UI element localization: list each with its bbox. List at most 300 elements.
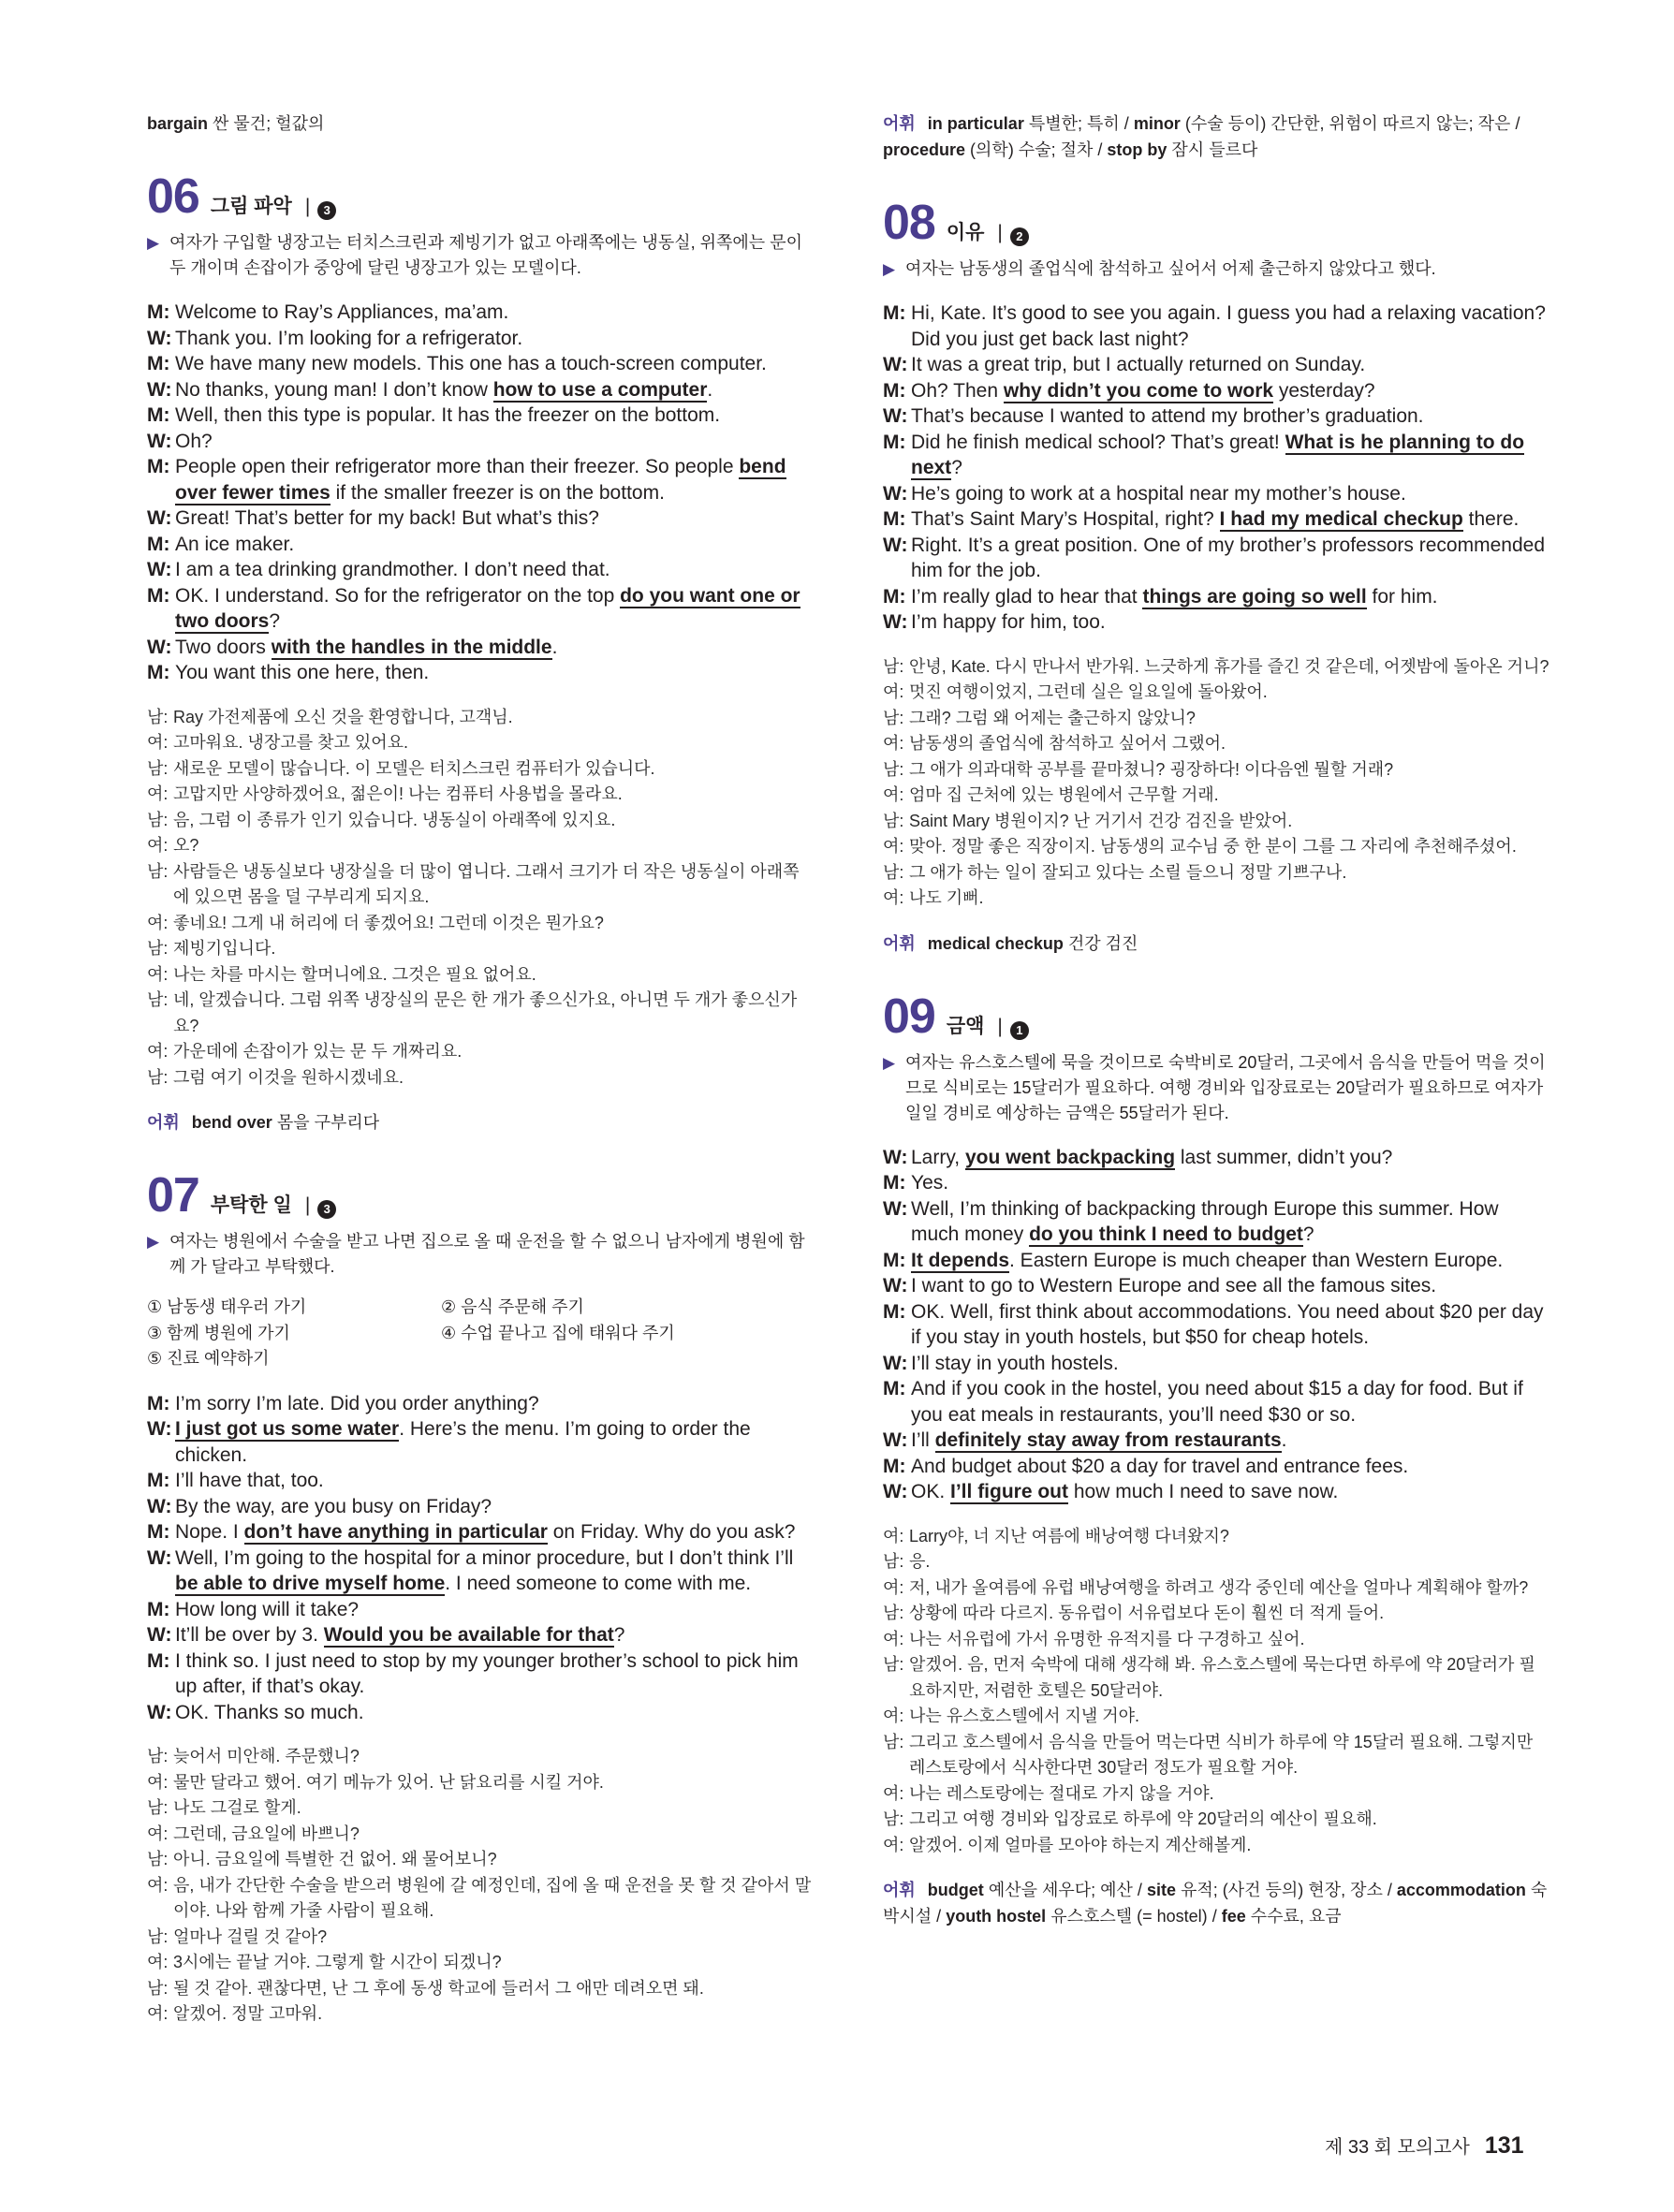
- line-text-after: .: [707, 378, 713, 401]
- dialogue-translation: [147, 1744, 814, 2028]
- translation-text: 3시에는 끝날 거야. 그렇게 할 시간이 되겠니?: [173, 1953, 502, 1971]
- speaker-label: 남:: [883, 1809, 904, 1828]
- footer-title: 제 33 회 모의고사: [1325, 2137, 1470, 2158]
- line-text: I want to go to Western Europe and see all the famous sites.: [911, 1275, 1437, 1296]
- speaker-label: 남:: [147, 1926, 169, 1946]
- line-text: Nope. I: [175, 1521, 244, 1543]
- line-text-after: there.: [1462, 508, 1520, 530]
- summary-text: 여자는 유스호스텔에 묵을 것이므로 숙박비로 20달러, 그곳에서 음식을 만들어 먹을 것이므로 식비로는 15달러가 필요하다. 여행 경비와 입장료로는 20달러가 필요하므로 여자가 일일 경비로 예상하는 금액은 55달러가 된다.: [905, 1052, 1546, 1122]
- key-phrase: how to use a computer: [492, 378, 708, 401]
- translation-line: [147, 1976, 814, 2002]
- translation-line: [147, 1950, 814, 1976]
- line-text: I’ll: [911, 1429, 935, 1451]
- speaker-label: 여:: [147, 733, 169, 752]
- summary-text: 여자는 병원에서 수술을 받고 나면 집으로 올 때 운전을 할 수 없으니 남자에게 병원에 함께 가 달라고 부탁했다.: [169, 1232, 805, 1276]
- vocab-separator: /: [932, 1907, 947, 1926]
- translation-text: 사람들은 냉동실보다 냉장실을 더 많이 엽니다. 그래서 크기가 더 작은 냉동실이 아래쪽에 있으면 몸을 덜 구부리게 되지요.: [173, 861, 800, 906]
- translation-text: 음, 내가 간단한 수술을 받으러 병원에 갈 예정인데, 집에 올 때 운전을 못 할 것 같아서 말이야. 나와 함께 가줄 사람이 필요해.: [173, 1875, 812, 1920]
- translation-line: [883, 731, 1549, 757]
- translation-text: 알겠어. 이제 얼마를 모아야 하는지 계산해볼게.: [909, 1835, 1252, 1854]
- speaker-label: M:: [883, 379, 906, 402]
- line-text: That’s Saint Mary’s Hospital, right?: [911, 508, 1220, 530]
- line-text: I’m sorry I’m late. Did you order anything?: [175, 1392, 539, 1414]
- line-text-after: .: [1281, 1429, 1287, 1451]
- speaker-label: 남:: [147, 1850, 169, 1868]
- translation-text: 나는 차를 마시는 할머니에요. 그것은 필요 없어요.: [173, 964, 536, 984]
- choice-2: ② 음식 주문해 주기: [441, 1297, 584, 1316]
- line-text: Well, I’m going to the hospital for a minor procedure, but I don’t think I’ll: [175, 1546, 794, 1569]
- choice-3: ③ 함께 병원에 가기: [147, 1323, 290, 1342]
- dialogue-line: [147, 583, 814, 635]
- translation-text: 얼마나 걸릴 것 같아?: [173, 1926, 328, 1946]
- question-number: 07: [147, 1168, 199, 1223]
- speaker-label: W:: [147, 327, 172, 349]
- top-vocab-right: [883, 110, 1549, 163]
- translation-text: 나도 그걸로 할게.: [173, 1798, 301, 1817]
- translation-text: 나는 유스호스텔에서 지낼 거야.: [909, 1707, 1140, 1725]
- speaker-label: W:: [883, 482, 908, 505]
- dialogue-line: [147, 660, 814, 686]
- vocab-list: [883, 114, 1520, 159]
- dialogue-script: [883, 1145, 1549, 1505]
- translation-text: 그럼 여기 이것을 원하시겠네요.: [173, 1067, 404, 1087]
- speaker-label: M:: [147, 1598, 170, 1620]
- translation-text: 네, 알겠습니다. 그럼 위쪽 냉장실의 문은 한 개가 좋으신가요, 아니면 두 개가 좋으신가요?: [173, 990, 798, 1035]
- speaker-label: 남:: [883, 811, 904, 830]
- speaker-label: M:: [883, 431, 906, 453]
- speaker-label: W:: [883, 1352, 908, 1374]
- speaker-label: W:: [147, 1418, 172, 1440]
- dialogue-line: [147, 1519, 814, 1545]
- dialogue-line: [883, 1145, 1549, 1171]
- header-separator: |: [304, 1194, 311, 1216]
- speaker-label: 남:: [147, 939, 169, 958]
- vocab-meaning: (수술 등이) 간단한, 위험이 따르지 않는; 작은: [1184, 114, 1511, 133]
- translation-line: [147, 782, 814, 808]
- translation-text: 멋진 여행이었지, 그런데 실은 일요일에 돌아왔어.: [909, 682, 1268, 701]
- dialogue-line: [147, 1494, 814, 1520]
- dialogue-line: [147, 1622, 814, 1648]
- key-phrase: be able to drive myself home: [175, 1573, 446, 1594]
- line-text: An ice maker.: [175, 533, 295, 555]
- question-header: [883, 197, 1549, 249]
- dialogue-line: [147, 1545, 814, 1597]
- vocab-tag: 어휘: [883, 933, 916, 953]
- speaker-label: 여:: [147, 1772, 169, 1792]
- dialogue-line: [147, 1391, 814, 1417]
- translation-text: 오?: [173, 836, 199, 855]
- dialogue-line: [147, 1468, 814, 1494]
- line-text: Oh?: [175, 430, 213, 452]
- dialogue-line: [883, 1376, 1549, 1428]
- vocab-term: accommodation: [1396, 1881, 1526, 1899]
- translation-text: 아니. 금요일에 특별한 건 없어. 왜 물어보니?: [173, 1850, 497, 1868]
- speaker-label: 여:: [147, 1953, 169, 1971]
- question-06: [147, 170, 814, 1135]
- line-text-after: for him.: [1366, 585, 1438, 608]
- speaker-label: W:: [147, 378, 172, 401]
- key-phrase: do you think I need to budget: [1029, 1223, 1303, 1245]
- line-text: I’ll have that, too.: [175, 1470, 324, 1491]
- speaker-label: W:: [147, 559, 172, 580]
- translation-text: 그리고 호스텔에서 음식을 만들어 먹는다면 식비가 하루에 약 15달러 필요해. 그렇지만 레스토랑에서 식사한다면 30달러 정도가 필요할 거야.: [909, 1732, 1534, 1777]
- speaker-label: M:: [883, 1378, 906, 1399]
- speaker-label: M:: [883, 508, 906, 530]
- speaker-label: M:: [147, 353, 170, 374]
- question-number: 08: [883, 196, 935, 250]
- dialogue-line: [147, 635, 814, 661]
- header-separator: |: [997, 1015, 1003, 1037]
- speaker-label: 남:: [147, 1798, 169, 1817]
- speaker-label: M:: [147, 533, 170, 555]
- speaker-label: 여:: [147, 784, 169, 803]
- line-text: No thanks, young man! I don’t know: [175, 378, 493, 401]
- question-type: 이유: [946, 222, 985, 243]
- line-text: You want this one here, then.: [175, 662, 430, 683]
- line-text: Did he finish medical school? That’s great!: [911, 431, 1285, 453]
- triangle-bullet-icon: ▶: [883, 1053, 896, 1072]
- line-text: I’ll stay in youth hostels.: [911, 1352, 1119, 1374]
- line-text-after: .: [551, 636, 558, 658]
- key-phrase: don’t have anything in particular: [243, 1521, 548, 1543]
- dialogue-line: [147, 1416, 814, 1468]
- speaker-label: 남:: [147, 1067, 169, 1087]
- line-text: Well, then this type is popular. It has the freezer on the bottom.: [175, 404, 721, 426]
- speaker-label: 남:: [883, 656, 904, 676]
- dialogue-script: [147, 300, 814, 686]
- vocab-tag: 어휘: [883, 1881, 916, 1899]
- speaker-label: M:: [147, 662, 170, 683]
- speaker-label: W:: [883, 405, 908, 427]
- speaker-label: 남:: [883, 1655, 904, 1674]
- vocab-meaning: 유적; (사건 등의) 현장, 장소: [1180, 1881, 1383, 1899]
- translation-text: 그리고 여행 경비와 입장료로 하루에 약 20달러의 예산이 필요해.: [909, 1809, 1377, 1828]
- line-text-after: . Here’s the menu. I’m going to order the chicken.: [175, 1418, 751, 1466]
- speaker-label: W:: [147, 1624, 172, 1646]
- vocab-list: [883, 1881, 1547, 1926]
- speaker-label: 여:: [147, 2004, 169, 2023]
- translation-text: 가운데에 손잡이가 있는 문 두 개짜리요.: [173, 1042, 463, 1061]
- translation-text: 알겠어. 음, 먼저 숙박에 대해 생각해 봐. 유스호스텔에 묵는다면 하루에 약 20달러가 필요하지만, 저렴한 호텔은 50달러야.: [909, 1655, 1535, 1700]
- translation-line: [147, 1770, 814, 1796]
- question-09: [883, 990, 1549, 1930]
- line-text: Welcome to Ray’s Appliances, ma’am.: [175, 301, 509, 323]
- vocab-meaning: 유스호스텔 (= hostel): [1050, 1907, 1208, 1926]
- dialogue-line: [883, 1479, 1549, 1505]
- triangle-bullet-icon: ▶: [883, 260, 896, 278]
- translation-text: 고마워요. 냉장고를 찾고 있어요.: [173, 733, 409, 752]
- right-column: [883, 110, 1549, 1929]
- speaker-label: W:: [147, 430, 172, 452]
- vocab-box: [883, 1877, 1549, 1929]
- translation-line: [883, 1549, 1549, 1575]
- vocab-separator: /: [1510, 114, 1520, 133]
- vocab-term: minor: [1133, 114, 1181, 133]
- speaker-label: M:: [883, 302, 906, 324]
- speaker-label: M:: [147, 584, 170, 607]
- speaker-label: 여:: [883, 888, 904, 907]
- speaker-label: M:: [147, 1392, 170, 1414]
- translation-text: Saint Mary 병원이지? 난 거기서 건강 검진을 받았어.: [909, 811, 1293, 830]
- dialogue-line: [883, 430, 1549, 481]
- speaker-label: W:: [883, 534, 908, 556]
- translation-line: [883, 680, 1549, 706]
- dialogue-line: [883, 1454, 1549, 1480]
- translation-line: [883, 1652, 1549, 1704]
- key-phrase: It depends: [911, 1249, 1010, 1271]
- line-text: And if you cook in the hostel, you need about $15 a day for food. But if you eat meals in restaurants, you’ll need $30 or so.: [911, 1378, 1523, 1426]
- vocab-meaning: 잠시 들르다: [1171, 140, 1258, 159]
- translation-line: [147, 936, 814, 962]
- dialogue-line: [147, 532, 814, 558]
- answer-summary: [883, 1050, 1549, 1126]
- vocab-separator: /: [1132, 1881, 1147, 1899]
- speaker-label: 남:: [883, 708, 904, 727]
- translation-text: 그런데, 금요일에 바쁘니?: [173, 1824, 360, 1843]
- question-08: [883, 197, 1549, 957]
- line-text-after: if the smaller freezer is on the bottom.: [330, 481, 665, 504]
- translation-line: [147, 859, 814, 911]
- translation-line: [883, 1730, 1549, 1781]
- line-text: I am a tea drinking grandmother. I don’t need that.: [175, 559, 610, 580]
- dialogue-line: [147, 1597, 814, 1623]
- translation-line: [883, 809, 1549, 835]
- line-text: It was a great trip, but I actually returned on Sunday.: [911, 354, 1366, 375]
- speaker-label: M:: [883, 585, 906, 608]
- translation-line: [147, 705, 814, 731]
- translation-line: [883, 834, 1549, 860]
- vocab-meaning: 수수료, 요금: [1250, 1907, 1342, 1926]
- dialogue-line: [883, 1428, 1549, 1454]
- question-type: 부탁한 일: [210, 1194, 292, 1216]
- key-phrase: do you want one or two doors: [175, 584, 800, 632]
- answer-summary: [147, 230, 814, 281]
- translation-text: 음, 그럼 이 종류가 인기 있습니다. 냉동실이 아래쪽에 있지요.: [173, 810, 616, 829]
- line-text: Well, I’m thinking of backpacking through Europe this summer. How much money: [911, 1197, 1499, 1245]
- vocab-term: procedure: [883, 140, 966, 159]
- translation-line: [147, 756, 814, 783]
- speaker-label: M:: [147, 1470, 170, 1491]
- translation-text: 나도 기뻐.: [909, 888, 984, 907]
- dialogue-line: [883, 506, 1549, 533]
- key-phrase: bend over fewer times: [175, 456, 786, 504]
- answer-badge: 2: [1010, 227, 1029, 246]
- dialogue-line: [883, 609, 1549, 636]
- line-text-after: yesterday?: [1273, 379, 1375, 402]
- translation-line: [883, 1781, 1549, 1808]
- translation-text: 새로운 모델이 많습니다. 이 모델은 터치스크린 컴퓨터가 있습니다.: [173, 758, 655, 778]
- speaker-label: 남:: [147, 707, 169, 726]
- translation-line: [147, 1925, 814, 1951]
- dialogue-line: [147, 557, 814, 583]
- translation-line: [883, 706, 1549, 732]
- speaker-label: W:: [147, 507, 172, 529]
- speaker-label: 여:: [883, 1526, 904, 1545]
- dialogue-line: [147, 403, 814, 429]
- answer-summary: [147, 1229, 814, 1280]
- vocab-separator: /: [1093, 140, 1108, 159]
- answer-choices: [147, 1295, 814, 1372]
- translation-line: [147, 730, 814, 756]
- vocab-term: medical checkup: [927, 933, 1064, 953]
- key-phrase: why didn’t you come to work: [1003, 379, 1274, 402]
- header-separator: |: [997, 222, 1003, 243]
- translation-line: [883, 1601, 1549, 1627]
- question-07: [147, 1169, 814, 2028]
- vocab-separator: /: [1382, 1881, 1397, 1899]
- speaker-label: W:: [147, 1701, 172, 1723]
- vocab-tag: 어휘: [883, 114, 916, 133]
- translation-line: [883, 886, 1549, 912]
- translation-text: 맞아. 정말 좋은 직장이지. 남동생의 교수님 중 한 분이 그를 그 자리에 추천해주셨어.: [909, 837, 1517, 856]
- dialogue-line: [883, 1170, 1549, 1196]
- translation-line: [147, 1744, 814, 1770]
- dialogue-line: [883, 1299, 1549, 1351]
- translation-text: 응.: [909, 1552, 931, 1571]
- dialogue-line: [883, 1351, 1549, 1377]
- translation-line: [147, 911, 814, 937]
- line-text: He’s going to work at a hospital near my mother’s house.: [911, 482, 1406, 505]
- translation-line: [883, 1627, 1549, 1653]
- speaker-label: 남:: [883, 1732, 904, 1751]
- speaker-label: 여:: [883, 837, 904, 856]
- speaker-label: W:: [883, 1146, 908, 1168]
- answer-badge: 3: [317, 1200, 336, 1219]
- translation-line: [147, 1795, 814, 1822]
- translation-line: [883, 1704, 1549, 1730]
- translation-line: [883, 1575, 1549, 1602]
- vocab-term: site: [1146, 1881, 1176, 1899]
- translation-line: [147, 1065, 814, 1091]
- speaker-label: M:: [883, 1249, 906, 1271]
- choice-5: ⑤ 진료 예약하기: [147, 1349, 270, 1368]
- triangle-bullet-icon: ▶: [147, 234, 160, 252]
- line-text-after: ?: [269, 610, 281, 632]
- key-phrase: Would you be available for that: [323, 1624, 614, 1646]
- speaker-label: W:: [147, 1546, 172, 1569]
- line-text: How long will it take?: [175, 1598, 360, 1620]
- key-phrase: I’ll figure out: [950, 1481, 1069, 1502]
- speaker-label: 남:: [147, 1747, 169, 1765]
- speaker-label: W:: [883, 1429, 908, 1451]
- speaker-label: 여:: [147, 836, 169, 855]
- speaker-label: W:: [883, 1275, 908, 1296]
- dialogue-line: [883, 1248, 1549, 1274]
- translation-text: 될 것 같아. 괜찮다면, 난 그 후에 동생 학교에 들러서 그 애만 데려오면 돼.: [173, 1978, 704, 1998]
- speaker-label: M:: [883, 1455, 906, 1477]
- translation-text: 늦어서 미안해. 주문했니?: [173, 1747, 360, 1765]
- speaker-label: 여:: [147, 1042, 169, 1061]
- translation-text: Larry야, 너 지난 여름에 배낭여행 다녀왔지?: [909, 1526, 1229, 1545]
- speaker-label: M:: [147, 456, 170, 477]
- translation-line: [147, 1039, 814, 1065]
- speaker-label: 남:: [883, 759, 904, 779]
- speaker-label: M:: [883, 1172, 906, 1194]
- translation-line: [147, 1847, 814, 1873]
- line-text: OK. Thanks so much.: [175, 1701, 364, 1723]
- line-text: OK.: [911, 1481, 951, 1502]
- line-text: I think so. I just need to stop by my younger brother’s school to pick him up after, if that’s okay.: [175, 1649, 799, 1697]
- translation-text: 그래? 그럼 왜 어제는 출근하지 않았니?: [909, 708, 1196, 727]
- line-text-after: ?: [613, 1624, 625, 1646]
- speaker-label: 남:: [883, 862, 904, 882]
- line-text: OK. Well, first think about accommodations. You need about $20 per day if you stay in youth hostels, but $50 for cheap hotels.: [911, 1300, 1544, 1348]
- dialogue-line: [883, 352, 1549, 378]
- translation-line: [147, 833, 814, 859]
- vocab-meaning: 예산을 세우다; 예산: [988, 1881, 1133, 1899]
- speaker-label: M:: [147, 301, 170, 323]
- key-phrase: you went backpacking: [964, 1146, 1176, 1168]
- dialogue-line: [147, 326, 814, 352]
- line-text: I’m really glad to hear that: [911, 585, 1143, 608]
- speaker-label: W:: [883, 1481, 908, 1502]
- speaker-label: M:: [147, 404, 170, 426]
- key-phrase: things are going so well: [1142, 585, 1367, 608]
- translation-line: [883, 860, 1549, 886]
- translation-line: [883, 1524, 1549, 1550]
- dialogue-line: [883, 584, 1549, 610]
- dialogue-line: [883, 300, 1549, 352]
- translation-line: [883, 783, 1549, 809]
- translation-line: [147, 988, 814, 1039]
- key-phrase: I just got us some water: [175, 1418, 400, 1440]
- speaker-label: 남:: [147, 1978, 169, 1998]
- dialogue-translation: [883, 1524, 1549, 1859]
- line-text: I’m happy for him, too.: [911, 611, 1106, 633]
- speaker-label: W:: [883, 611, 908, 633]
- vocab-box: [147, 1109, 814, 1135]
- dialogue-line: [147, 377, 814, 403]
- vocab-list: [928, 934, 1138, 953]
- vocab-term: bend over: [191, 1113, 272, 1132]
- key-phrase: What is he planning to do next: [911, 431, 1525, 478]
- translation-line: [147, 962, 814, 989]
- translation-line: [883, 1833, 1549, 1859]
- page-number: 131: [1484, 2132, 1524, 2159]
- translation-text: 상황에 따라 다르지. 동유럽이 서유럽보다 돈이 훨씬 더 적게 들어.: [909, 1604, 1385, 1622]
- translation-text: 그 애가 하는 일이 잘되고 있다는 소릴 들으니 정말 기쁘구나.: [909, 862, 1347, 882]
- line-text-after: how much I need to save now.: [1068, 1481, 1339, 1502]
- translation-text: 제빙기입니다.: [173, 939, 276, 958]
- translation-line: [147, 808, 814, 834]
- speaker-label: 남:: [147, 810, 169, 829]
- answer-summary: [883, 256, 1549, 282]
- speaker-label: M:: [883, 1300, 906, 1323]
- dialogue-line: [147, 1648, 814, 1700]
- speaker-label: W:: [147, 1495, 172, 1517]
- choice-1: ① 남동생 태우러 가기: [147, 1297, 307, 1316]
- dialogue-line: [147, 429, 814, 455]
- vocab-meaning: 건강 검진: [1067, 933, 1138, 953]
- line-text: By the way, are you busy on Friday?: [175, 1495, 492, 1517]
- vocab-term: fee: [1221, 1907, 1246, 1926]
- translation-text: 남동생의 졸업식에 참석하고 싶어서 그랬어.: [909, 734, 1226, 753]
- line-text-after: last summer, didn’t you?: [1175, 1146, 1393, 1168]
- translation-line: [147, 1822, 814, 1848]
- dialogue-translation: [147, 705, 814, 1091]
- translation-text: 좋네요! 그게 내 허리에 더 좋겠어요! 그런데 이것은 뭔가요?: [173, 913, 604, 932]
- header-separator: |: [304, 196, 311, 217]
- line-text: Great! That’s better for my back! But what’s this?: [175, 507, 599, 529]
- key-phrase: I had my medical checkup: [1219, 508, 1463, 530]
- translation-text: 저, 내가 올여름에 유럽 배낭여행을 하려고 생각 중인데 예산을 얼마나 계획해야 할까?: [909, 1577, 1529, 1597]
- key-phrase: definitely stay away from restaurants: [934, 1429, 1282, 1451]
- line-text: We have many new models. This one has a touch-screen computer.: [175, 353, 767, 374]
- vocab-term: in particular: [927, 114, 1024, 133]
- line-text: Yes.: [911, 1172, 949, 1194]
- dialogue-line: [147, 1700, 814, 1726]
- translation-line: [147, 2001, 814, 2028]
